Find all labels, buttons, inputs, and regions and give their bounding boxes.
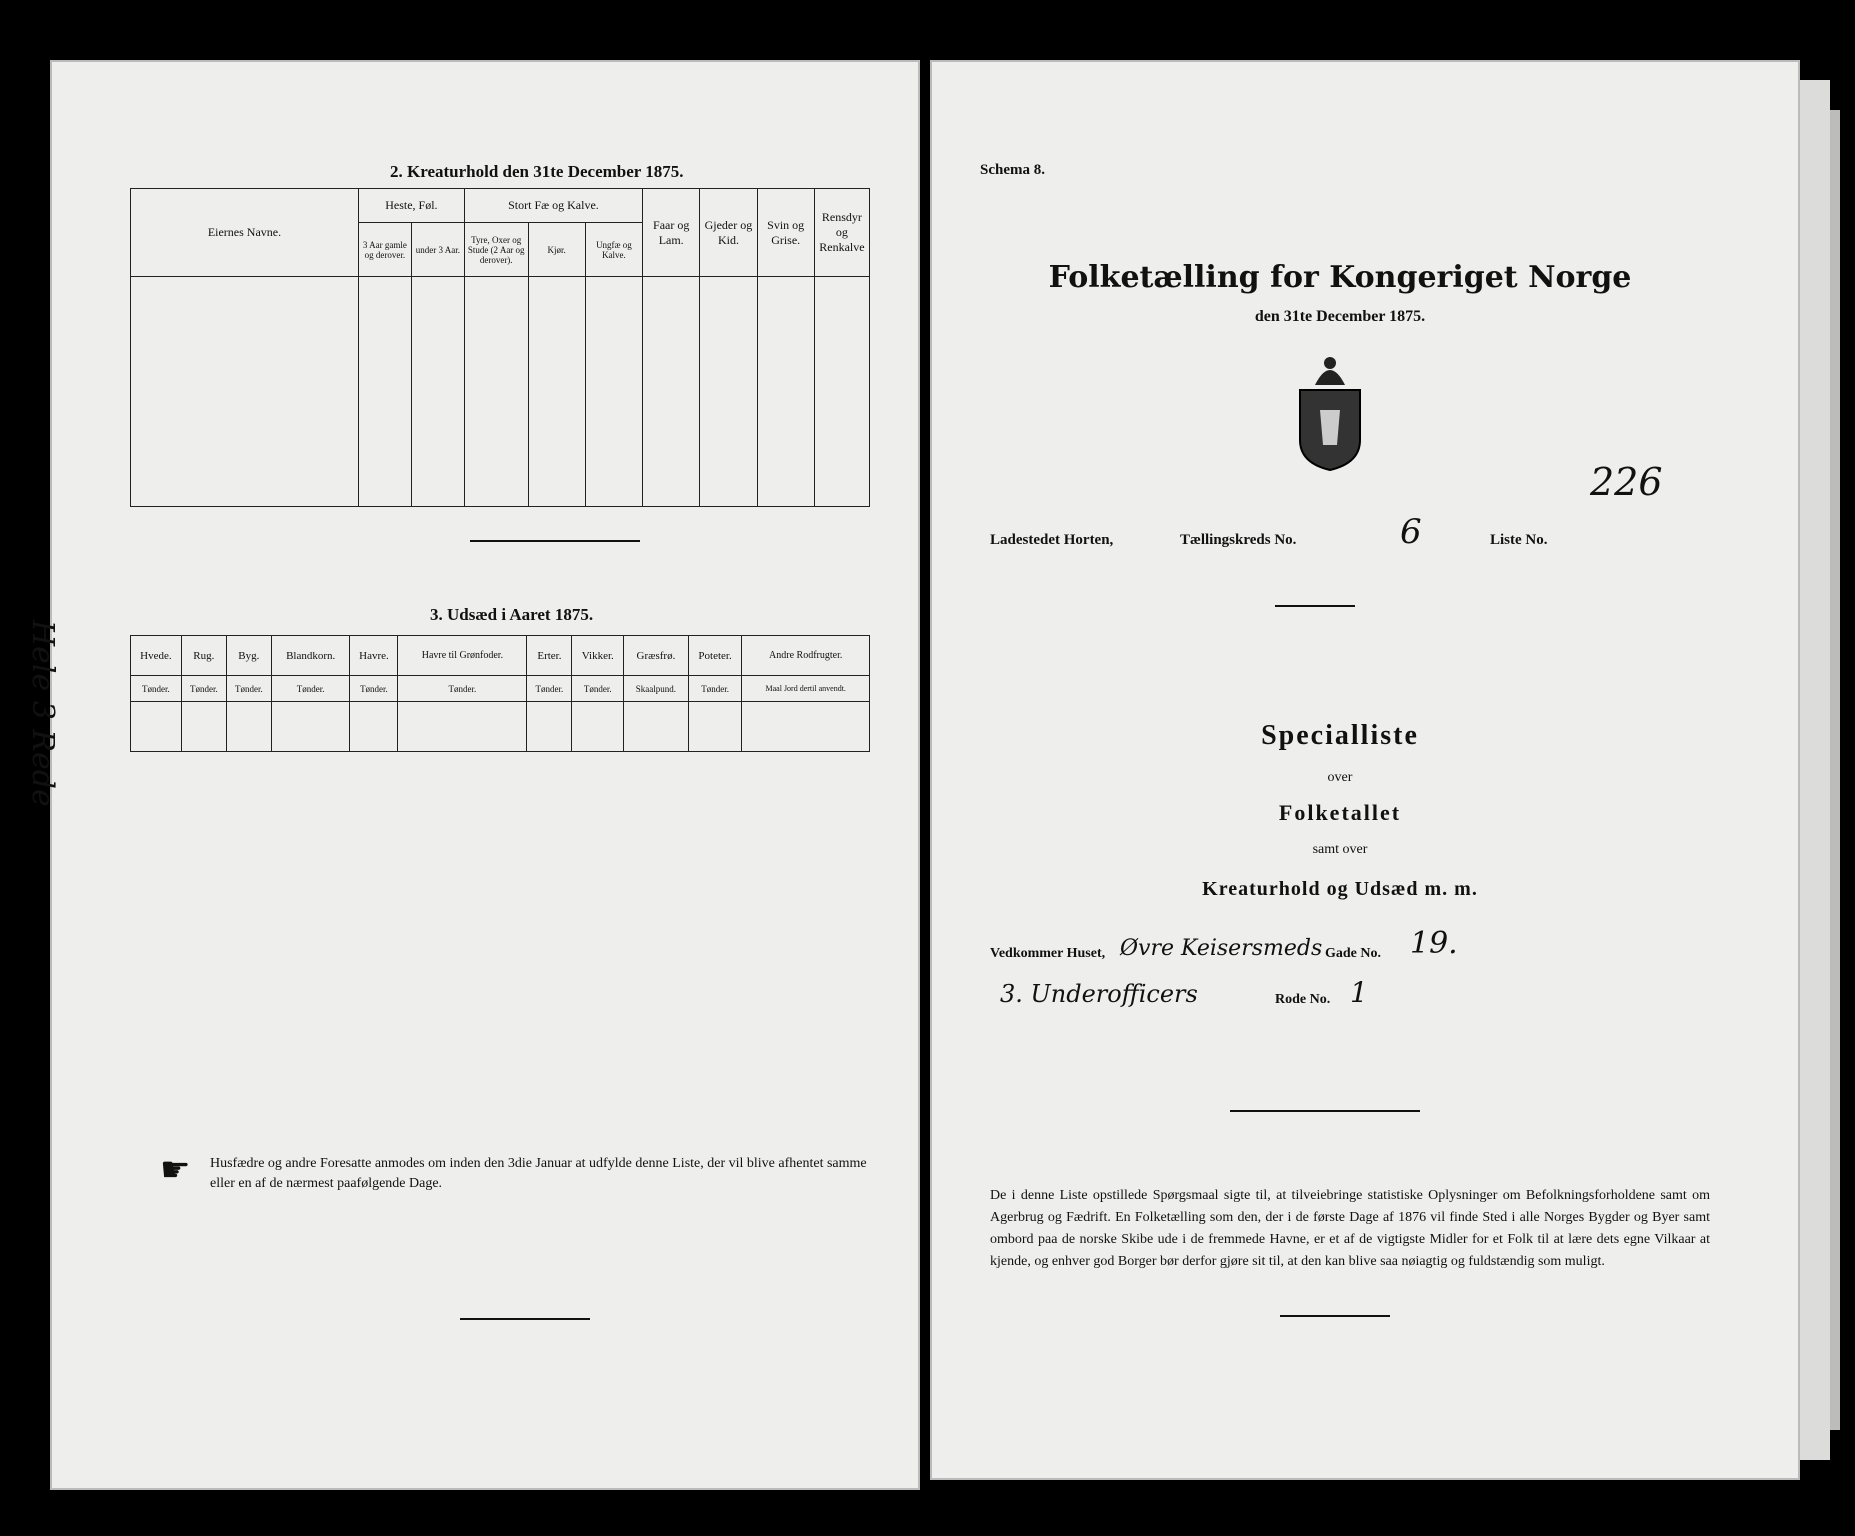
crop-unit-2: Tønder. (226, 676, 271, 702)
right-page (930, 60, 1800, 1480)
vedkommer-label: Vedkommer Huset, (990, 946, 1106, 961)
gjeder-header: Gjeder og Kid. (700, 189, 757, 277)
crop-header-4: Havre. (350, 636, 398, 676)
margin-handwriting: Hele 3 Rede (25, 620, 60, 807)
over-label-1: over (1327, 770, 1353, 785)
crop-table (130, 635, 870, 752)
kjor-header: Kjør. (528, 223, 585, 277)
left-page (25, 60, 920, 1490)
svin-header: Svin og Grise. (757, 189, 814, 277)
stort-fae-group-header: Stort Fæ og Kalve. (464, 189, 642, 223)
crop-header-7: Vikker. (572, 636, 624, 676)
kreds-value: 6 (1400, 512, 1422, 552)
pointing-hand-icon: ☛ (160, 1152, 191, 1189)
crop-unit-5: Tønder. (398, 676, 527, 702)
owner-header: Eiernes Navne. (131, 189, 359, 277)
kreds-label: Tællingskreds No. (1180, 532, 1297, 548)
census-title: Folketælling for Kongeriget Norge (1048, 260, 1632, 295)
liste-value: 226 (1590, 460, 1663, 504)
specialliste-heading: Specialliste (1261, 720, 1419, 751)
bottom-divider-right (1280, 1315, 1390, 1317)
crop-header-3: Blandkorn. (271, 636, 350, 676)
divider-line (470, 540, 640, 542)
ungfae-header: Ungfæ og Kalve. (585, 223, 642, 277)
tyre-header: Tyre, Oxer og Stude (2 Aar og derover). (464, 223, 528, 277)
crop-header-9: Poteter. (688, 636, 742, 676)
liste-label: Liste No. (1490, 532, 1548, 548)
crop-header-8: Græsfrø. (624, 636, 689, 676)
census-date: den 31te December 1875. (1254, 308, 1426, 325)
rode-label: Rode No. (1275, 992, 1331, 1007)
crop-unit-6: Tønder. (527, 676, 572, 702)
rode-value: 1 (1350, 976, 1368, 1009)
crop-empty-row (131, 702, 870, 752)
rode-prefix: 3. Underofficers (1000, 980, 1198, 1008)
section3-title: 3. Udsæd i Aaret 1875. (430, 605, 594, 624)
crop-unit-9: Tønder. (688, 676, 742, 702)
coat-of-arms-icon (1285, 345, 1375, 475)
schema-label: Schema 8. (980, 162, 1045, 178)
livestock-table (130, 188, 870, 507)
samt-over-label: samt over (1312, 842, 1368, 857)
vedkommer-value: Øvre Keisersmeds (1120, 936, 1323, 961)
crop-unit-4: Tønder. (350, 676, 398, 702)
crop-unit-0: Tønder. (131, 676, 182, 702)
crop-header-0: Hvede. (131, 636, 182, 676)
bottom-divider (460, 1318, 590, 1320)
crop-unit-10: Maal Jord dertil anvendt. (742, 676, 870, 702)
section2-title: 2. Kreaturhold den 31te December 1875. (390, 162, 684, 181)
crop-unit-1: Tønder. (181, 676, 226, 702)
crop-unit-7: Tønder. (572, 676, 624, 702)
faar-header: Faar og Lam. (643, 189, 700, 277)
page-edges-inner (1830, 110, 1840, 1430)
crop-header-5: Havre til Grønfoder. (398, 636, 527, 676)
title-divider (1275, 605, 1355, 607)
crop-header-2: Byg. (226, 636, 271, 676)
folketallet-label: Folketallet (1278, 800, 1402, 825)
livestock-empty-row (131, 277, 870, 507)
gade-value: 19. (1410, 926, 1458, 961)
crop-header-6: Erter. (527, 636, 572, 676)
crop-unit-8: Skaalpund. (624, 676, 689, 702)
heste-under3-header: under 3 Aar. (411, 223, 464, 277)
crop-unit-3: Tønder. (271, 676, 350, 702)
crop-header-1: Rug. (181, 636, 226, 676)
gade-label: Gade No. (1325, 946, 1381, 961)
mid-divider (1230, 1110, 1420, 1112)
heste-group-header: Heste, Føl. (358, 189, 464, 223)
crop-header-10: Andre Rodfrugter. (742, 636, 870, 676)
ladestedet-label: Ladestedet Horten, (990, 532, 1114, 548)
rensdyr-header: Rensdyr og Renkalve (814, 189, 869, 277)
kreaturhold-label: Kreaturhold og Udsæd m. m. (1202, 878, 1478, 900)
heste-3aar-header: 3 Aar gamle og derover. (358, 223, 411, 277)
page-edges (1800, 80, 1830, 1460)
notice-text: Husfædre og andre Foresatte anmodes om inden den 3die Januar at udfylde denne Liste, der vil blive afhentet samme eller en af de nærmest paafølgende Dage. (210, 1156, 867, 1191)
footer-text: De i denne Liste opstillede Spørgsmaal sigte til, at tilveiebringe statistiske Oplysninger om Befolkningsforholdene samt om Agerbrug og Fædrift. En Folketælling som den, der i de første Dage af 1876 vil finde Sted i alle Norges Bygder og Byer samt ombord paa de norske Skibe ude i de fremmede Havne, er et af de vigtigste Midler for et Folk til at lære dets egne Vilkaar at kjende, og enhver god Borger bør derfor gjøre sit til, at den kan blive saa nøiagtig og fuldstændig som muligt. (990, 1188, 1710, 1269)
